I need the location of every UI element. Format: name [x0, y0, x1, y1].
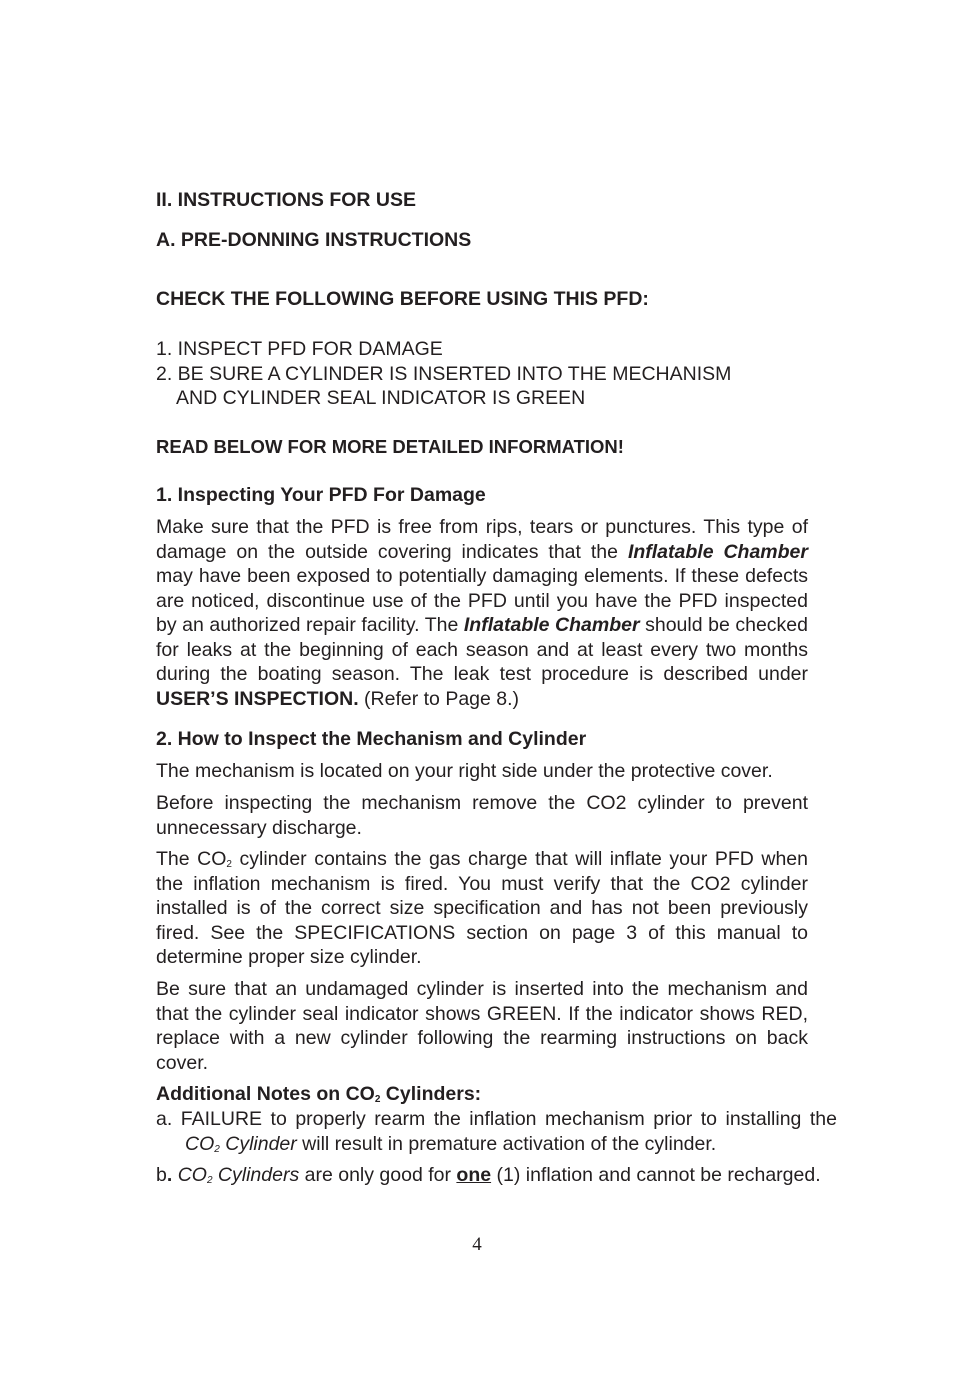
mechanism-paragraph-2: Before inspecting the mechanism remove the CO2 cylinder to prevent unnecessary discharge. — [156, 792, 808, 839]
mechanism-heading: 2. How to Inspect the Mechanism and Cylinder — [156, 728, 587, 750]
notes-heading: Additional Notes on $CO_2$ Cylinders: — [156, 1083, 482, 1105]
section-title: II. INSTRUCTIONS FOR USE — [156, 189, 417, 211]
checklist-item-1: 1. INSPECT PFD FOR DAMAGE — [156, 338, 443, 360]
checklist-item-2-continuation: AND CYLINDER SEAL INDICATOR IS GREEN — [176, 387, 586, 409]
page-number: 4 — [472, 1234, 482, 1255]
mechanism-paragraph-1: The mechanism is located on your right side under the protective cover. — [156, 760, 773, 782]
inflatable-chamber-term: Inflatable Chamber — [627, 540, 808, 563]
inflatable-chamber-term: Inflatable Chamber — [463, 614, 640, 636]
checklist — [156, 337, 808, 411]
checklist-item-2: 2. BE SURE A CYLINDER IS INSERTED INTO THE MECHANISM — [156, 362, 732, 385]
mechanism-paragraph-4: Be sure that an undamaged cylinder is inserted into the mechanism and that the cylinder seal indicator shows GREEN. If the indicator shows RED, replace with a new cylinder following the rearming instructions on back cover. — [156, 978, 808, 1074]
one-emphasis: one — [456, 1164, 492, 1186]
note-a: a. FAILURE to properly rearm the inflation mechanism prior to installing the $CO_2$ Cylinder will result in premature activation of the cylinder. — [156, 1108, 837, 1155]
inspect-heading: 1. Inspecting Your PFD For Damage — [156, 484, 486, 506]
users-inspection-ref: USER’S INSPECTION. — [156, 687, 359, 710]
note-b: b. $CO_2$ Cylinders are only good for one (1) inflation and cannot be recharged. — [156, 1164, 821, 1186]
check-heading: CHECK THE FOLLOWING BEFORE USING THIS PFD: — [156, 288, 649, 310]
read-below-notice: READ BELOW FOR MORE DETAILED INFORMATION! — [156, 436, 624, 457]
inspect-paragraph: Make sure that the PFD is free from rips, tears or punctures. This type of damage on the outside covering indicates that the Inflatable Chamber may have been exposed to potentially damaging elements. If these defects are noticed, discontinue use of the PFD until you have the PFD inspected by an authorized repair facility. The Inflatable Chamber should be checked for leaks at the beginning of each season and at least every two months during the boating season. The leak test procedure is described under USER’S INSPECTION. (Refer to Page 8.) — [156, 516, 808, 710]
subsection-title: A. PRE-DONNING INSTRUCTIONS — [156, 229, 472, 251]
mechanism-paragraph-3: The $CO_2$ cylinder contains the gas charge that will inflate your PFD when the inflation mechanism is fired. You must verify that the CO2 cylinder installed is of the correct size specification and has not been previously fired. See the SPECIFICATIONS section on page 3 of this manual to determine proper size cylinder. — [156, 848, 808, 968]
